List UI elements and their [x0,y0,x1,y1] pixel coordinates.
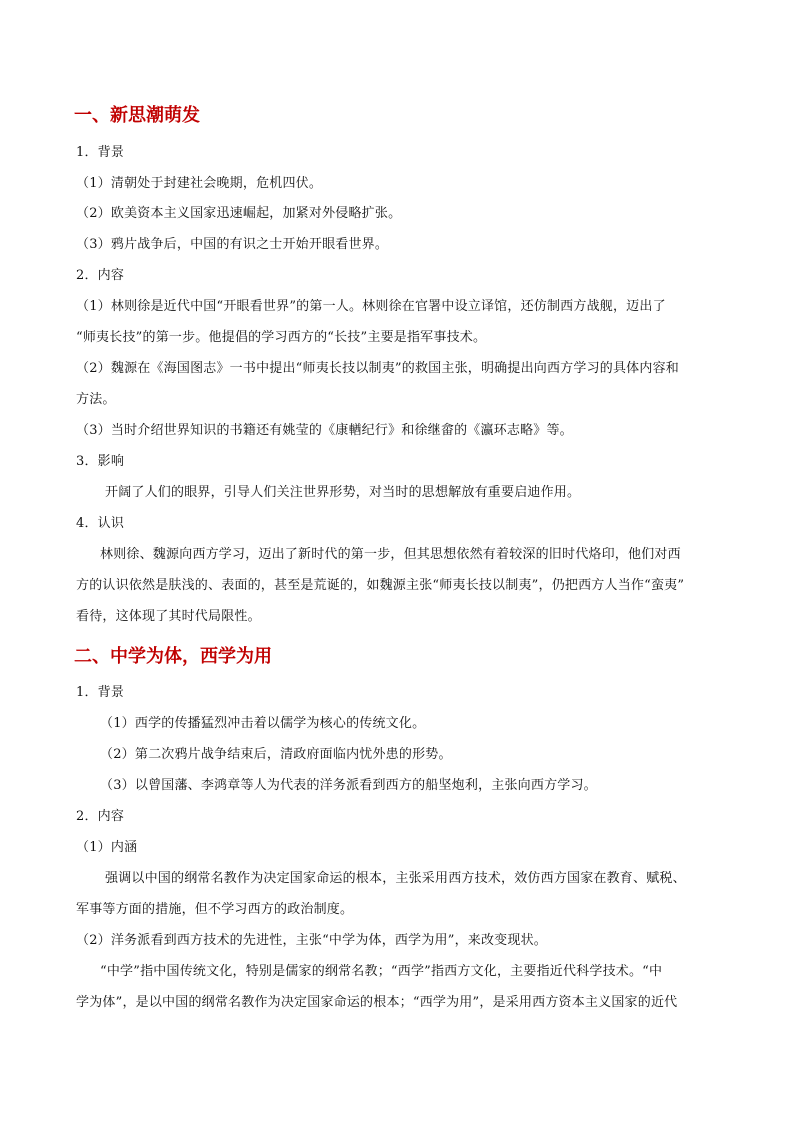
paragraph-line: 开阔了人们的眼界，引导人们关注世界形势，对当时的思想解放有重要启迪作用。 [105,485,581,500]
paragraph-line: 方法。 [76,392,116,407]
paragraph-line: （1）林则徐是近代中国“开眼看世界”的第一人。林则徐在官署中设立译馆，还仿制西方战舰，迈出了 [76,299,666,314]
paragraph-line: （2）欧美资本主义国家迅速崛起，加紧对外侵略扩张。 [76,206,402,221]
paragraph-line: （3）以曾国藩、李鸿章等人为代表的洋务派看到西方的船坚炮利，主张向西方学习。 [100,778,597,793]
subheading-understanding: 4．认识 [76,516,125,531]
paragraph-line: （2）魏源在《海国图志》一书中提出“师夷长技以制夷”的救国主张，明确提出向西方学习的具体内容和 [76,361,679,376]
paragraph-line: 军事等方面的措施，但不学习西方的政治制度。 [76,902,354,917]
paragraph-line: （3）鸦片战争后，中国的有识之士开始开眼看世界。 [76,237,389,252]
subheading-content: 2．内容 [76,809,125,824]
paragraph-line: 看待，这体现了其时代局限性。 [76,609,261,624]
paragraph-line: 林则徐、魏源向西方学习，迈出了新时代的第一步，但其思想依然有着较深的旧时代烙印，他们对西 [100,547,681,562]
paragraph-line: “师夷长技”的第一步。他提倡的学习西方的“长技”主要是指军事技术。 [76,330,487,345]
subheading-connotation: （1）内涵 [76,840,138,855]
paragraph-line: （2）洋务派看到西方技术的先进性，主张“中学为体，西学为用”，来改变现状。 [76,933,547,948]
paragraph-line: 学为体”，是以中国的纲常名教作为决定国家命运的根本；“西学为用”，是采用西方资本主义国家的近代 [76,995,678,1010]
paragraph-line: （2）第二次鸦片战争结束后，清政府面临内忧外患的形势。 [100,747,452,762]
paragraph-line: （3）当时介绍世界知识的书籍还有姚莹的《康輶纪行》和徐继畲的《瀛环志略》等。 [76,423,573,438]
subheading-background: 1．背景 [76,145,125,160]
section-heading-new-thought: 一、新思潮萌发 [74,105,200,126]
paragraph-line: 方的认识依然是肤浅的、表面的，甚至是荒诞的，如魏源主张“师夷长技以制夷”，仍把西方人当作“蛮夷” [76,578,685,593]
paragraph-line: 强调以中国的纲常名教作为决定国家命运的根本，主张采用西方技术，效仿西方国家在教育、赋税、 [105,871,686,886]
paragraph-line: “中学”指中国传统文化，特别是儒家的纲常名教；“西学”指西方文化，主要指近代科学技术。“中 [100,964,663,979]
paragraph-line: （1）西学的传播猛烈冲击着以儒学为核心的传统文化。 [100,716,426,731]
subheading-background: 1．背景 [76,685,125,700]
subheading-influence: 3．影响 [76,454,125,469]
paragraph-line: （1）清朝处于封建社会晚期，危机四伏。 [76,176,323,191]
section-heading-chinese-learning: 二、中学为体，西学为用 [74,646,272,667]
subheading-content: 2．内容 [76,268,125,283]
